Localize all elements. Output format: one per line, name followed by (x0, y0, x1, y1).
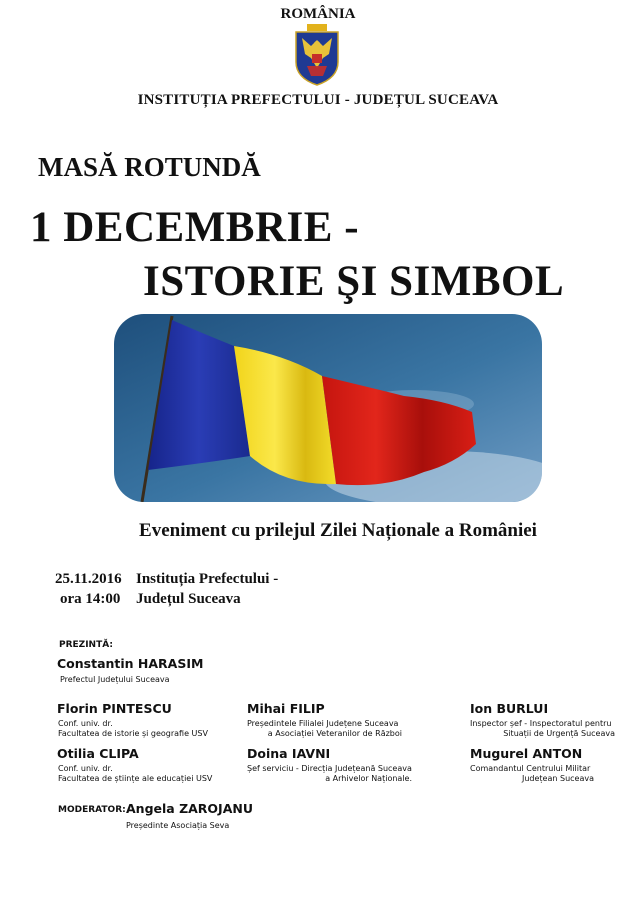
speaker-role: Facultatea de științe ale educației USV (58, 774, 213, 783)
speaker-name: Florin PINTESCU (57, 701, 172, 716)
event-occasion: Eveniment cu prilejul Zilei Naționale a României (139, 520, 537, 541)
speaker-role: Șef serviciu - Direcția Județeană Suceava (247, 764, 412, 773)
speaker-name: Doina IAVNI (247, 746, 331, 761)
speaker-role: a Arhivelor Naționale. (325, 774, 412, 783)
speaker-role: Comandantul Centrului Militar (470, 764, 591, 773)
host-role: Prefectul Județului Suceava (60, 675, 170, 684)
speaker-role: Președintele Filialei Județene Suceava (247, 719, 399, 728)
host-name: Constantin HARASIM (57, 656, 204, 671)
speaker-name: Otilia CLIPA (57, 746, 139, 761)
institution-heading: INSTITUȚIA PREFECTULUI - JUDEȚUL SUCEAVA (137, 92, 499, 108)
speaker-role: Conf. univ. dr. (58, 719, 113, 728)
event-title-line-2: ISTORIE ŞI SIMBOL (143, 258, 565, 305)
event-title-line-1: 1 DECEMBRIE - (30, 204, 360, 251)
event-subtitle: MASĂ ROTUNDĂ (38, 152, 261, 182)
presenters-label: PREZINTĂ: (59, 640, 113, 650)
moderator-label: MODERATOR: (58, 805, 126, 815)
event-venue-line-2: Județul Suceava (136, 591, 241, 607)
moderator-role: Președinte Asociația Seva (126, 821, 230, 830)
speaker-role: Conf. univ. dr. (58, 764, 113, 773)
speaker-role: Județean Suceava (521, 774, 594, 783)
event-date: 25.11.2016 (55, 571, 122, 587)
event-venue-line-1: Instituția Prefectului - (136, 571, 279, 587)
moderator-name: Angela ZAROJANU (126, 801, 253, 816)
speaker-role: a Asociației Veteranilor de Război (267, 729, 402, 738)
romanian-flag-photo (114, 314, 542, 502)
coat-of-arms-icon (293, 24, 341, 86)
speaker-name: Mihai FILIP (247, 701, 325, 716)
country-heading: ROMÂNIA (280, 6, 356, 22)
event-time: ora 14:00 (60, 591, 121, 607)
speaker-name: Mugurel ANTON (470, 746, 583, 761)
speaker-role: Facultatea de istorie și geografie USV (58, 729, 208, 738)
speaker-role: Inspector șef - Inspectoratul pentru (470, 719, 612, 728)
speaker-role: Situații de Urgență Suceava (503, 729, 615, 738)
speaker-name: Ion BURLUI (470, 701, 549, 716)
